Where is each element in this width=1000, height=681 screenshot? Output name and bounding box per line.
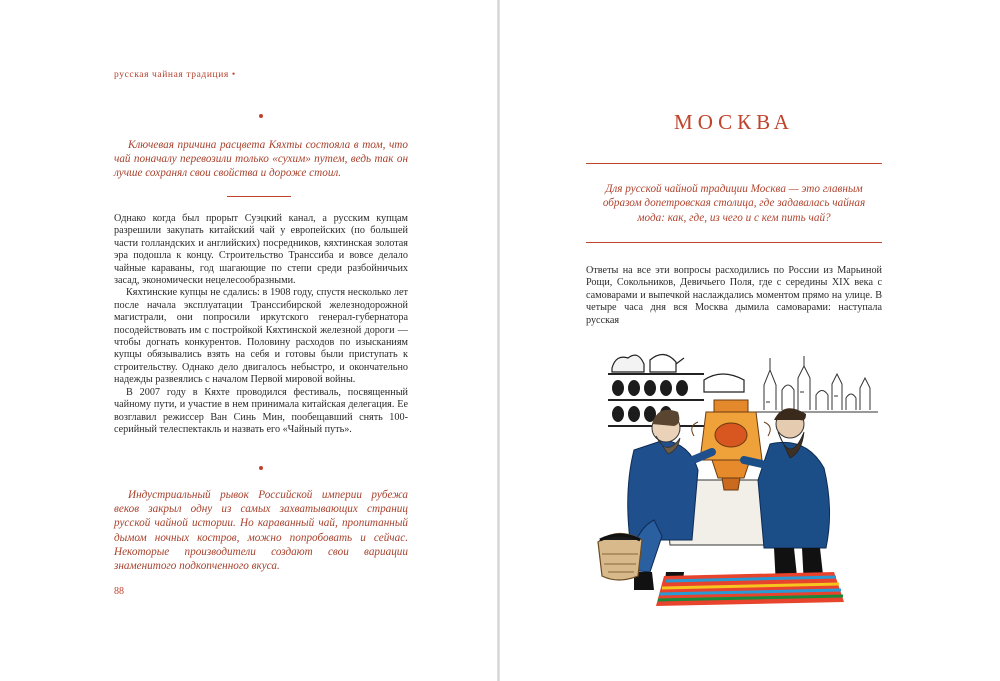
body-text — [114, 213, 408, 436]
page-number: 88 — [114, 586, 124, 597]
pull-quote-text: Индустриальный рывок Российской империи рубежа веков закрыл одну из самых захватывающих страниц русской чайной истории. Но караванный чай, пропитанный дымом ночных костров, можно попробовать и сейчас. Некоторые производители создают свои вариации знаменитого подкопченного вкуса. — [114, 489, 408, 573]
ornament-dot — [259, 114, 263, 118]
running-head-text: русская чайная традиция — [114, 70, 229, 80]
chapter-title: МОСКВА — [674, 110, 794, 134]
paragraph: Однако когда был прорыт Суэцкий канал, а русским купцам разрешили закупать китайский чай у европейских (по большей части голландских и английских) посредников, кяхтинская золотая эра подошла к концу. Строительство Транссиба и вовсе делало чайные караваны, год шагающие по степи среди разбойничьих засад, экономически нецелесообразными. — [114, 213, 408, 287]
pull-quote-text: Ключевая причина расцвета Кяхты состояла в том, что чай поначалу перевозили только «сухим» путем, ведь так он лучше сохранял свои свойства и дороже стоил. — [114, 139, 408, 180]
divider — [586, 242, 882, 243]
divider — [227, 196, 291, 197]
tea-drinking-illustration — [594, 340, 884, 610]
chapter-lead: Для русской чайной традиции Москва — это главным образом допетровская столица, где задавалась чайная мода: как, где, из чего и с кем пить чай? — [602, 183, 866, 224]
body-text — [586, 265, 882, 327]
paragraph: Ответы на все эти вопросы расходились по России из Марьиной Рощи, Сокольников, Девичьего Поля, где с середины XIX века с самоварами и выпечкой наслаждались моментом прямо на улице. В четыре часа дня вся Москва дымила самоварами: наступала русская — [586, 265, 882, 326]
paragraph: В 2007 году в Кяхте проводился фестиваль, посвященный чайному пути, и участие в нем принимала китайская делегация. Ее возглавил режиссер Ван Синь Мин, пообещавший снять 100-серийный телеспектакль и назвать его «Чайный путь». — [114, 386, 408, 435]
pull-quote — [114, 488, 408, 573]
running-head-marker: • — [231, 70, 236, 80]
left-page — [0, 0, 498, 681]
running-head — [114, 70, 236, 80]
paragraph: Кяхтинские купцы не сдались: в 1908 году, спустя несколько лет после начала эксплуатации Транссибирской железнодорожной магистрали, они попросили иркутского генерал-губернатора посодействовать им с постройкой Кяхтинской железной дороги — чтобы догнать конкурентов. Половину расходов по изысканиям купцы обязывались взять на себя и готовы были приступать к строительству. Однако дело двигалось небыстро, и окончательно надежды развеялись с началом Первой мировой войны. — [114, 287, 408, 386]
divider — [586, 163, 882, 164]
ornament-dot — [259, 466, 263, 470]
pull-quote — [114, 138, 408, 181]
